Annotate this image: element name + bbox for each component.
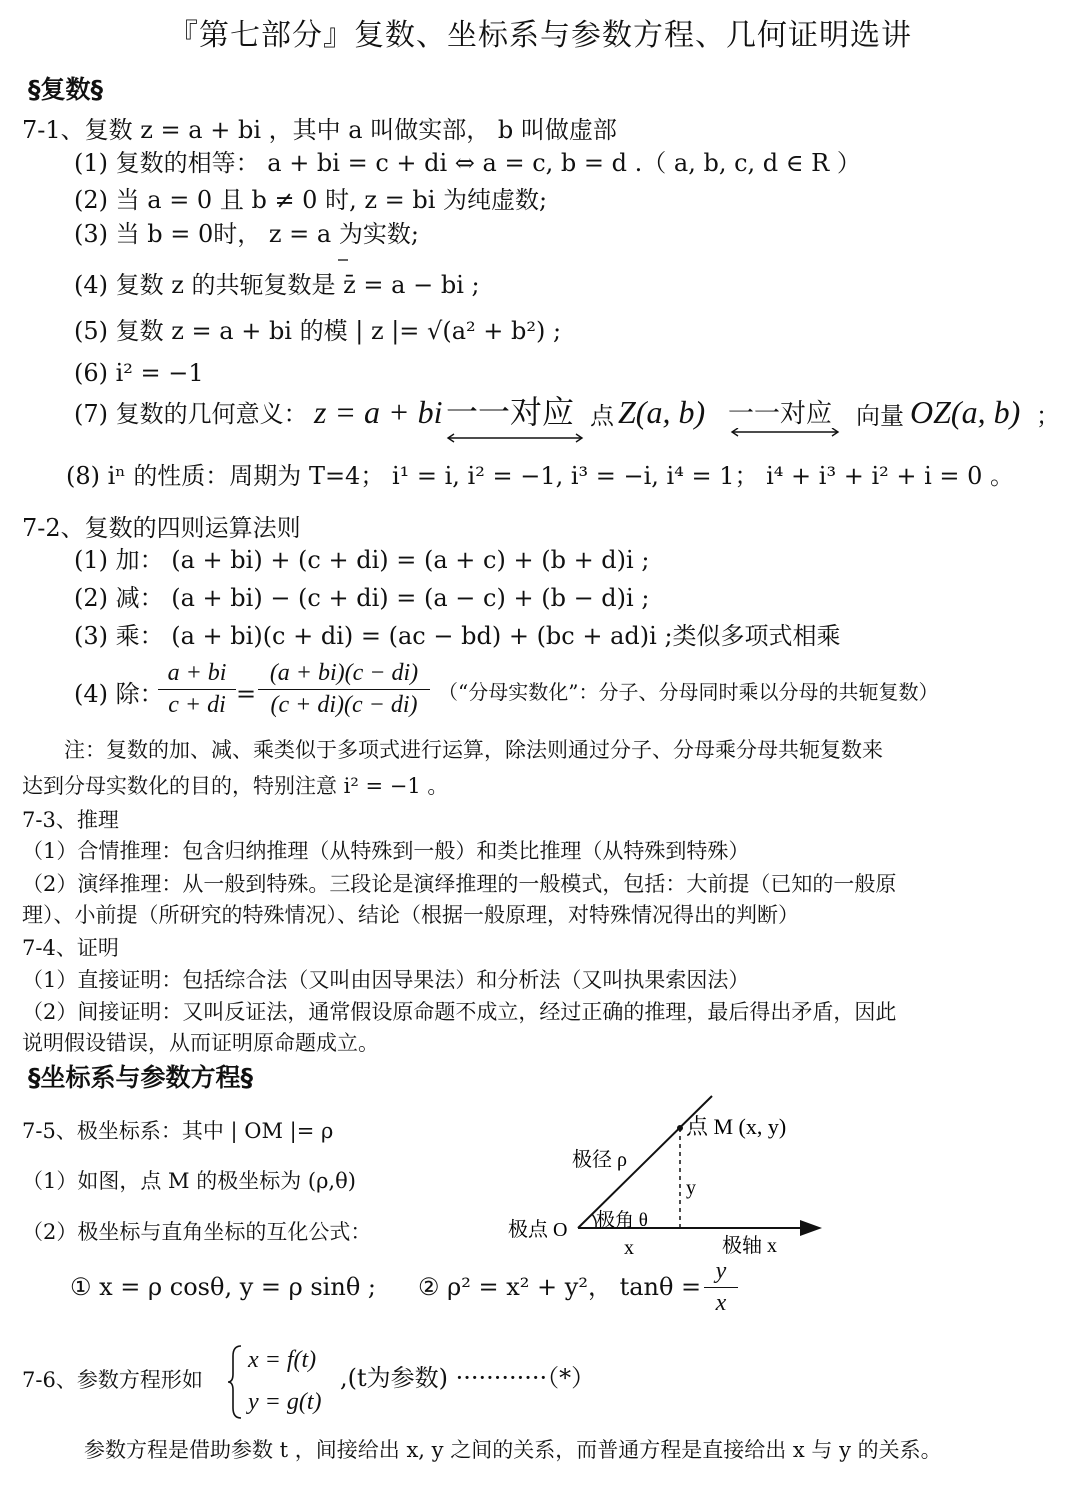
parametric-x: x = f(t) [248,1347,317,1373]
item-7-2-heading: 7-2、复数的四则运算法则 [22,514,301,542]
item-7-1-i-squared: (6) i² = −1 [74,359,204,387]
point-M-dot [677,1125,683,1131]
section-heading-coordinates: §坐标系与参数方程§ [28,1063,254,1092]
item-7-1-powers-of-i: (8) iⁿ 的性质：周期为 T=4； i¹ = i, i² = −1, i³ = −i, i⁴ = 1； i⁴ + i³ + i² + i = 0 。 [66,462,1015,490]
item-7-1-pure-imaginary: (2) 当 a = 0 且 b ≠ 0 时, z = bi 为纯虚数; [74,186,548,214]
geometric-z: z = a + bi [314,394,443,430]
conjugate-bar-icon [336,256,350,264]
fraction-bar [258,689,430,690]
point-Z: Z(a, b) [618,394,706,430]
conversion-heading: （2）极坐标与直角坐标的互化公式： [22,1220,372,1244]
proof-direct: （1）直接证明：包括综合法（又叫由因导果法）和分析法（又叫执果索因法） [22,968,750,992]
geometric-end: ； [1036,402,1060,430]
item-7-6-heading: 7-6、参数方程形如 [22,1368,203,1392]
rule-multiplication: (3) 乘： (a + bi)(c + di) = (ac − bd) + (bc + ad)i ;类似多项式相乘 [74,622,841,650]
reasoning-deductive: （2）演绎推理：从一般到特殊。三段论是演绎推理的一般模式，包括：大前提（已知的一般原 [22,872,897,896]
rule-division-label: (4) 除： [74,680,164,708]
division-note: （“分母实数化”：分子、分母同时乘以分母的共轭复数） [438,680,939,704]
fraction-bar [704,1287,738,1288]
item-7-3-heading: 7-3、推理 [22,808,119,832]
proof-indirect: （2）间接证明：又叫反证法，通常假设原命题不成立，经过正确的推理，最后得出矛盾，因此 [22,1000,897,1024]
page-title: 『第七部分』复数、坐标系与参数方程、几何证明选讲 [168,18,912,53]
item-7-1-heading: 7-1、复数 z = a + bi ，其中 a 叫做实部， b 叫做虚部 [22,116,617,144]
reasoning-plausible: （1）合情推理：包含归纳推理（从特殊到一般）和类比推理（从特殊到特殊） [22,839,750,863]
y-label: y [686,1177,696,1199]
fraction-bar [158,689,236,690]
rule-subtraction: (2) 减： (a + bi) − (c + di) = (a − c) + (b − d)i ; [74,584,650,612]
division-fraction-1 [158,660,236,719]
tan-numerator: y [715,1258,727,1284]
parametric-explanation: 参数方程是借助参数 t ，间接给出 x, y 之间的关系，而普通方程是直接给出 x 与 y 的关系。 [84,1438,942,1462]
division-equals: = [236,680,257,708]
note-line-2: 达到分母实数化的目的，特别注意 i² = −1 。 [22,774,449,798]
rule-addition: (1) 加： (a + bi) + (c + di) = (a + c) + (b + d)i ; [74,546,650,574]
item-7-1-conjugate: (4) 复数 z 的共轭复数是 z̄ = a − bi ; [74,271,480,299]
point-M-label: 点 M (x, y) [686,1114,787,1139]
conversion-formula-2: ② ρ² = x² + y²， tanθ = [418,1273,702,1301]
correspondence-2: 一一对应 [728,399,833,429]
proof-indirect-cont: 说明假设错误，从而证明原命题成立。 [22,1031,379,1055]
polar-diagram [500,1090,840,1265]
item-7-4-heading: 7-4、证明 [22,936,119,960]
correspondence-arrows [440,428,860,448]
parametric-note: ,(t为参数) ············（*） [340,1364,596,1392]
pole-label: 极点 O [508,1219,568,1241]
point-word: 点 [590,402,614,430]
item-7-1-real: (3) 当 b = 0时， z = a 为实数; [74,220,419,248]
tan-fraction [704,1258,738,1317]
division-numerator-2: (a + bi)(c − di) [269,660,419,686]
axis-arrow-icon [800,1220,822,1236]
vector-OZ: OZ(a, b) [910,394,1021,430]
polar-coordinate-of-M: （1）如图，点 M 的极坐标为 (ρ,θ) [22,1169,356,1193]
division-numerator-1: a + bi [167,660,227,686]
vector-word: 向量 [856,402,904,430]
division-fraction-2 [258,660,430,719]
polar-axis-label: 极轴 x [722,1235,777,1257]
parametric-y: y = g(t) [248,1389,322,1415]
item-7-1-equality: (1) 复数的相等： a + bi = c + di ⇔ a = c, b = d .（ a, b, c, d ∈ R ） [74,149,861,177]
division-denominator-2: (c + di)(c − di) [270,692,418,718]
item-7-1-geometric-label: (7) 复数的几何意义： [74,400,308,428]
brace-icon [226,1344,244,1420]
item-7-5-heading: 7-5、极坐标系：其中 | OM |= ρ [22,1119,334,1143]
section-heading-complex: §复数§ [28,75,104,104]
correspondence-1: 一一对应 [446,393,575,431]
angle-label: 极角 θ [596,1210,648,1231]
note-line-1: 注：复数的加、减、乘类似于多项式进行运算，除法则通过分子、分母乘分母共轭复数来 [64,738,883,762]
x-label: x [624,1237,634,1259]
tan-denominator: x [715,1290,727,1316]
reasoning-deductive-cont: 理）、小前提（所研究的特殊情况）、结论（根据一般原理，对特殊情况得出的判断） [22,903,799,927]
item-7-1-modulus: (5) 复数 z = a + bi 的模 | z |= √(a² + b²) ; [74,317,562,345]
division-denominator-1: c + di [168,692,226,718]
radius-label: 极径 ρ [572,1149,627,1171]
conversion-formula-1: ① x = ρ cosθ, y = ρ sinθ ; [70,1273,376,1301]
